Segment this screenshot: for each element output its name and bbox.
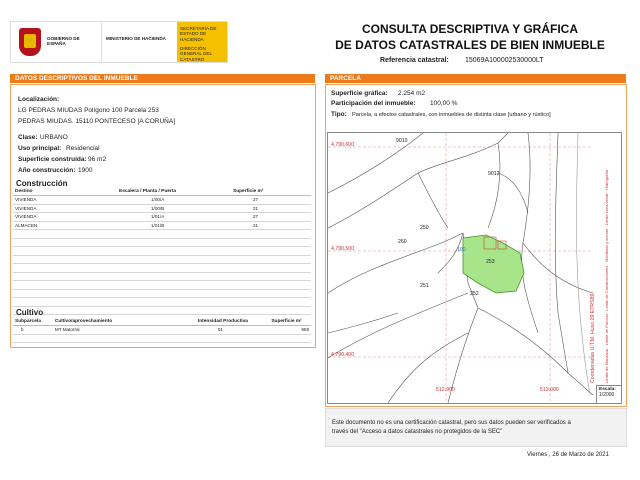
construccion-table <box>13 188 311 315</box>
clase-label: Clase: <box>18 134 38 141</box>
legend-note: Límite de Manzana · Límite de Parcela · Límite de Construcciones · Mobiliario y aceras · Límite zona verde · Hidrografía <box>604 170 609 383</box>
coord-x2: 513.000 <box>540 387 559 393</box>
secretaria-text: SECRETARÍA DE ESTADO DE HACIENDA <box>180 26 217 42</box>
coord-top: 4.790.600 <box>331 142 355 148</box>
coord-mid: 4.790.500 <box>331 246 355 252</box>
participacion-label: Participación del inmueble: <box>331 100 416 107</box>
map-svg <box>328 133 621 403</box>
utm-note: Coordenadas U.T.M. Huso 29 ETRS89 <box>590 293 596 383</box>
localizacion-label: Localización: <box>18 96 60 103</box>
construccion-title: Construcción <box>16 179 68 188</box>
direccion-text: DIRECCIÓN GENERAL DEL CATASTRO <box>180 46 212 62</box>
table-row: VIVIENDA 1/01/A 27 <box>13 213 311 222</box>
ref-label: Referencia catastral: <box>380 57 449 64</box>
parcel-label-260[interactable]: 260 <box>398 239 407 245</box>
localizacion-line1: LG PEDRAS MIUDAS Polígono 100 Parcela 253 <box>18 107 159 114</box>
parcel-label-253[interactable]: 253 <box>486 259 495 265</box>
anio-label: Año construcción: <box>18 167 76 174</box>
escala-value: 1/2000 <box>599 392 615 398</box>
col-cultivo: Cultivo/aprovechamiento <box>53 318 196 326</box>
uso-label: Uso principal: <box>18 145 62 152</box>
title-line2: DE DATOS CATASTRALES DE BIEN INMUEBLE <box>335 38 605 52</box>
tipo-value: Parcela, a efectos catastrales, con inmuebles de distinta clase [urbano y rústico] <box>352 112 551 118</box>
participacion-value: 100,00 % <box>430 100 458 107</box>
col-escalera: Escalera / Planta / Puerta <box>117 188 231 196</box>
col-subparcela: Subparcela <box>13 318 53 326</box>
parcel-label-250[interactable]: 250 <box>420 225 429 231</box>
table-row: VIVIENDA 1/00/A 27 <box>13 196 311 205</box>
superficie-value: 96 m2 <box>88 156 107 163</box>
escala-label: Escala: <box>599 387 616 392</box>
date-label: Viernes , 26 de Marzo de 2021 <box>527 452 609 458</box>
superficie-grafica-label: Superficie gráfica: <box>331 90 388 97</box>
col-destino: Destino <box>13 188 117 196</box>
parcel-boundaries <box>328 133 593 403</box>
parcel-label-9010[interactable]: 9010 <box>396 138 408 144</box>
tipo-label: Tipo: <box>331 111 347 118</box>
col-intensidad: Intensidad Productiva <box>196 318 269 326</box>
superficie-label: Superficie construida: <box>18 156 87 163</box>
table-row: VIVIENDA 1/00/B 21 <box>13 204 311 213</box>
parcel-label-100[interactable]: 100 <box>457 247 466 253</box>
clase-value: URBANO <box>40 134 68 141</box>
anio-value: 1900 <box>78 167 93 174</box>
col-superficie: Superficie m² <box>231 188 311 196</box>
coord-x1: 512.900 <box>436 387 455 393</box>
localizacion-line2: PEDRAS MIUDAS. 15110 PONTECESO [A CORUÑA] <box>18 118 176 125</box>
table-row: ALMACEN 1/01/B 21 <box>13 221 311 230</box>
gobierno-text: GOBIERNO DE ESPAÑA <box>47 36 80 47</box>
ref-value: 15069A100002530000LT <box>465 57 544 64</box>
parcel-label-252[interactable]: 252 <box>470 291 479 297</box>
cultivo-title: Cultivo <box>16 308 44 317</box>
gobierno-logo <box>10 21 228 63</box>
superficie-grafica-value: 2.254 m2 <box>398 90 426 97</box>
ministerio-text: MINISTERIO DE HACIENDA <box>106 36 166 41</box>
notice-line2: través del "Acceso a datos catastrales no protegidos de la SEC" <box>332 429 503 435</box>
col-superficie-cultivo: Superficie m² <box>269 318 311 326</box>
parcela-bar: PARCELA <box>325 74 626 83</box>
cadastral-map[interactable] <box>327 132 622 404</box>
datos-descriptivos-bar: DATOS DESCRIPTIVOS DEL INMUEBLE <box>10 74 315 83</box>
uso-value: Residencial <box>66 145 100 152</box>
title-line1: CONSULTA DESCRIPTIVA Y GRÁFICA <box>361 22 578 36</box>
scale-box <box>596 385 622 404</box>
parcel-label-9012[interactable]: 9012 <box>488 171 500 177</box>
road-line <box>576 133 590 395</box>
cultivo-table <box>13 318 311 343</box>
coord-low: 4.790.400 <box>331 352 355 358</box>
table-row: b MT Matorral 01 959 <box>13 326 311 335</box>
notice-line1: Este documento no es una certificación catastral, pero sus datos pueden ser verificados a <box>332 420 571 426</box>
parcel-label-251[interactable]: 251 <box>420 283 429 289</box>
notice-box <box>325 408 627 447</box>
